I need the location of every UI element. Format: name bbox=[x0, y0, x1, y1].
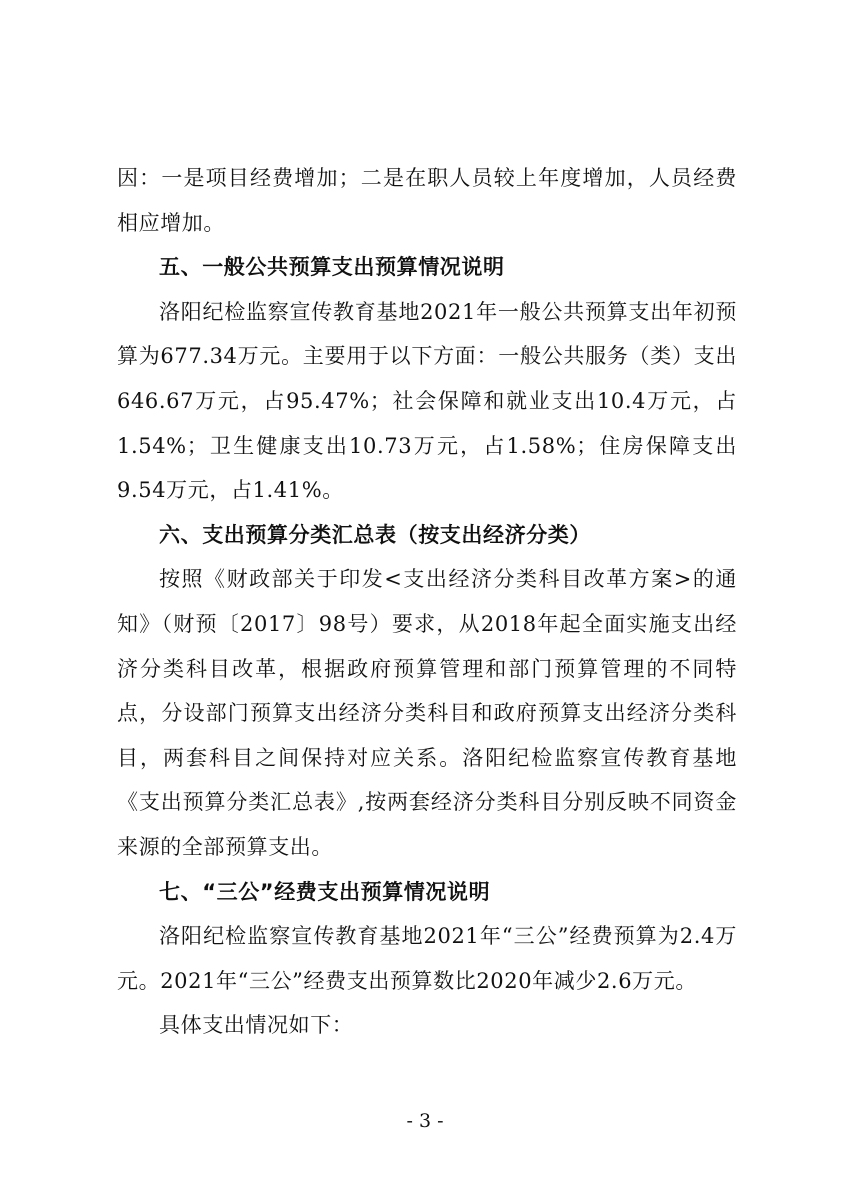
paragraph-three-public-expenses: 洛阳纪检监察宣传教育基地2021年“三公”经费预算为2.4万元。2021年“三公”经费支出预算数比2020年减少2.6万元。 bbox=[117, 924, 737, 993]
paragraph-continuation: 因：一是项目经费增加；二是在职人员较上年度增加，人员经费相应增加。 bbox=[117, 166, 737, 235]
paragraph-economic-classification: 按照《财政部关于印发<支出经济分类科目改革方案>的通知》（财预〔2017〕98号）要求，从2018年起全面实施支出经济分类科目改革，根据政府预算管理和部门预算管理的不同特点，分设部门预算支出经济分类科目和政府预算支出经济分类科目，两套科目之间保持对应关系。洛阳纪检监察宣传教育基地《支出预算分类汇总表》,按两套经济分类科目分别反映不同资金来源的全部预算支出。 bbox=[117, 567, 737, 859]
paragraph-details-intro: 具体支出情况如下： bbox=[159, 1013, 354, 1038]
section-heading-6: 六、支出预算分类汇总表（按支出经济分类） bbox=[159, 522, 591, 547]
document-body bbox=[117, 156, 737, 1048]
section-heading-5: 五、一般公共预算支出预算情况说明 bbox=[159, 255, 505, 280]
page-number: - 3 - bbox=[406, 1110, 444, 1132]
paragraph-general-budget: 洛阳纪检监察宣传教育基地2021年一般公共预算支出年初预算为677.34万元。主要用于以下方面：一般公共服务（类）支出646.67万元，占95.47%；社会保障和就业支出10.4万元，占1.54%；卫生健康支出10.73万元，占1.58%；住房保障支出9.54万元，占1.41%。 bbox=[117, 299, 737, 503]
section-heading-7: 七、“三公”经费支出预算情况说明 bbox=[159, 879, 491, 904]
